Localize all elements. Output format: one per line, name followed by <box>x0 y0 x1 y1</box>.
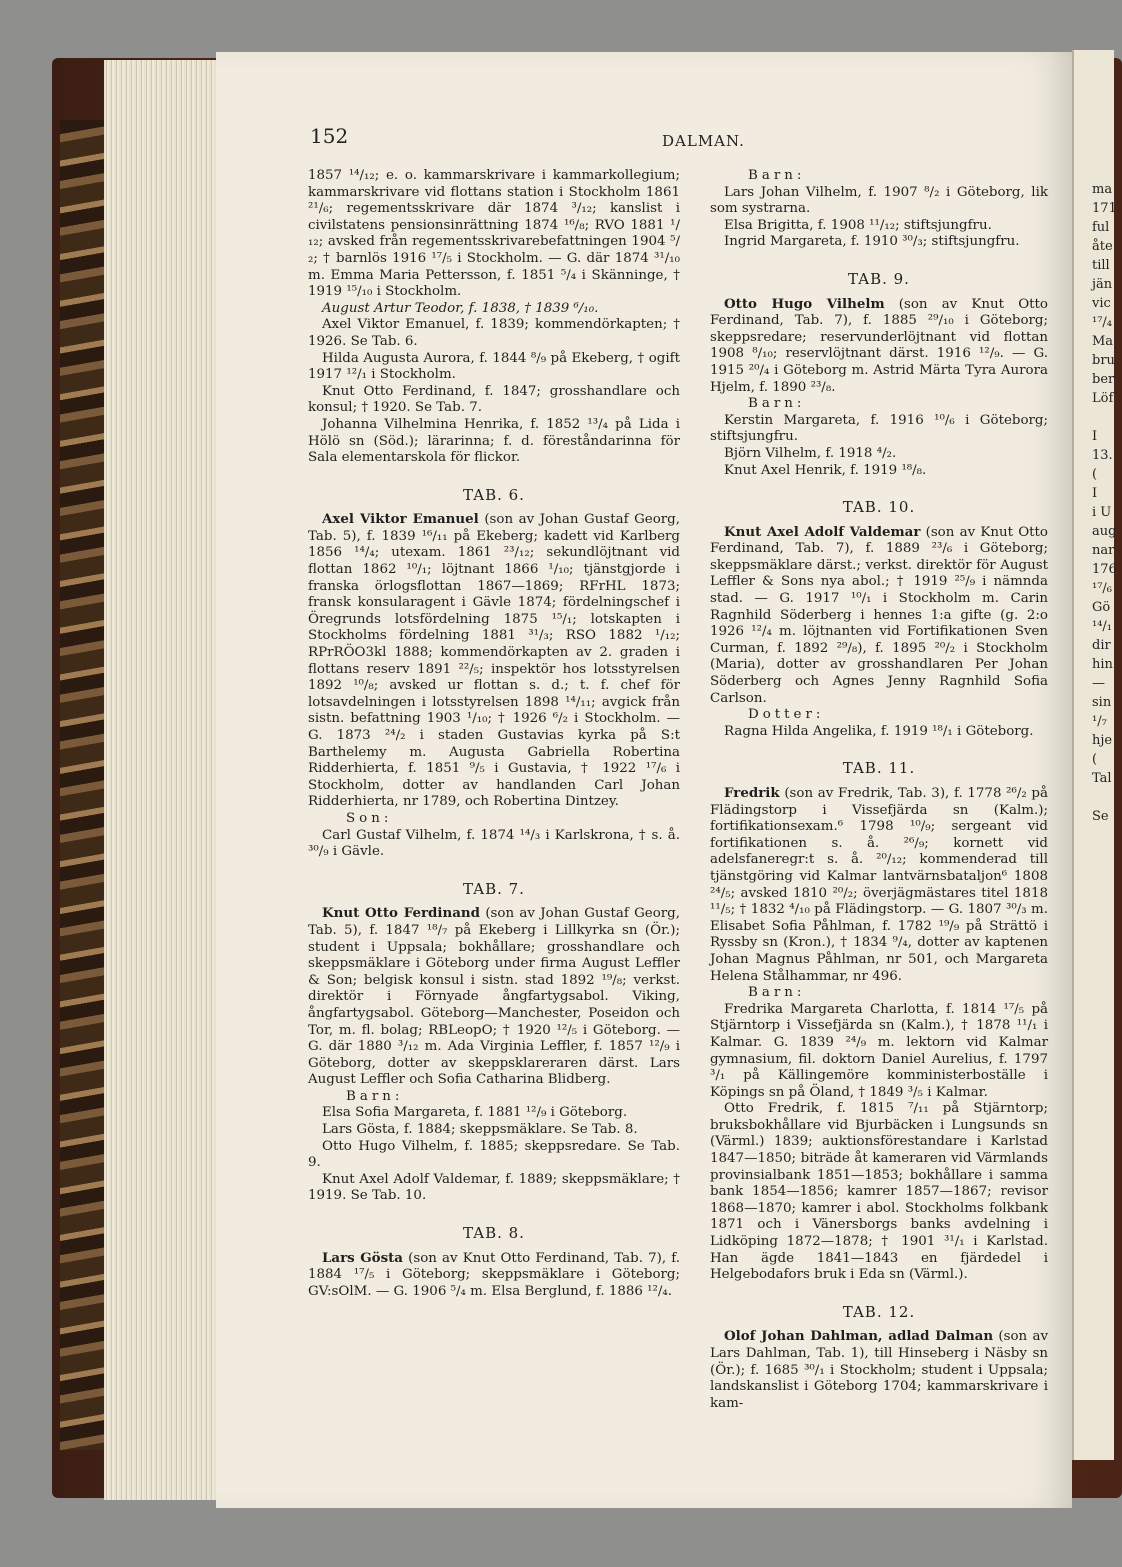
page-edges <box>104 60 218 1500</box>
page-number: 152 <box>310 124 349 148</box>
edge-fragment <box>1074 408 1114 427</box>
table-heading: TAB. 11. <box>842 759 916 778</box>
edge-fragment: nar <box>1092 543 1115 558</box>
child-entry: Elsa Brigitta, f. 1908 ¹¹/₁₂; stiftsjungfru. <box>724 217 992 233</box>
edge-fragment: I <box>1092 486 1098 501</box>
edge-fragment: ful <box>1092 220 1110 235</box>
person-name: Knut Axel Adolf Valdemar <box>724 523 921 540</box>
child-entry: Knut Axel Henrik, f. 1919 ¹⁸/₈. <box>724 462 927 478</box>
running-head: DALMAN. <box>662 132 745 150</box>
edge-fragment: ber <box>1092 372 1115 387</box>
child-entry: Elsa Sofia Margareta, f. 1881 ¹²/₉ i Göteborg. <box>322 1105 628 1121</box>
child-entry: Fredrika Margareta Charlotta, f. 1814 ¹⁷/₅ på Stjärntorp i Vissefjärda sn (Kalm.), † 1878 ¹¹/₁ i Kalmar. G. 1839 ²⁴/₉ m. lektorn vid Kalmar gymnasium, fil. doktorn Daniel Aurelius, f. 1797 ³/₁ på Källingemöre komministerboställe i Köpings sn på Öland, † 1849 ³/₅ i Kalmar. <box>710 1001 1048 1100</box>
edge-fragment: ma <box>1092 182 1113 197</box>
child-entry: Björn Vilhelm, f. 1918 ⁴/₂. <box>724 445 897 461</box>
entry-text: (son av Knut Otto Ferdinand, Tab. 7), f. 1884 ¹⁷/₅ i Göteborg; skeppsmäklare i Göteborg; GV:sOlM. — G. 1906 ⁵/₄ m. Elsa Berglund, f. 1886 ¹²/₄. <box>308 1250 680 1299</box>
edge-fragment: hje <box>1092 733 1113 748</box>
edge-fragment <box>1074 788 1114 807</box>
entry-text: (son av Johan Gustaf Georg, Tab. 5), f. 1847 ¹⁸/₇ på Ekeberg i Lillkyrka sn (Ör.); student i Uppsala; bokhållare; grosshandlare och skeppsmäklare i Göteborg under firma August Leffler & Son; belgisk konsul i sistn. stad 1892 ¹⁹/₈; verkst. direktör i Förnyade ångfartygsabol. Viking, ångfartygsabol. Göteborg—Manchester, Poseidon och Tor, m. fl. bolag; RBLeopO; † 1920 ¹²/₅ i Göteborg. — G. där 1880 ³/₁₂ m. Ada Virginia Leffler, f. 1857 ¹²/₉ i Göteborg, dotter av skeppsklareraren därst. Lars August Leffler och Sofia Catharina Blidberg. <box>308 906 680 1088</box>
child-entry: Ragna Hilda Angelika, f. 1919 ¹⁸/₁ i Göteborg. <box>724 723 1034 739</box>
edge-fragment: Löf <box>1092 391 1114 406</box>
section-label: Barn: <box>748 168 806 183</box>
edge-fragment: ( <box>1092 467 1098 482</box>
right-column <box>710 168 1048 1412</box>
edge-fragment: Ma <box>1092 334 1114 349</box>
adjacent-page-edge <box>1072 50 1117 1460</box>
child-entry: August Artur Teodor, f. 1838, † 1839 ⁶/₁₀. <box>322 300 599 316</box>
entry-text: (son av Knut Otto Ferdinand, Tab. 7), f. 1889 ²³/₆ i Göteborg; skeppsmäklare därst.; verkst. direktör för August Leffler & Sons nya abol.; † 1919 ²⁵/₉ i nämnda stad. — G. 1917 ¹⁰/₁ i Stockholm m. Carin Ragnhild Söderberg i hennes 1:a gifte (g. 2:o 1926 ¹²/₄ m. löjtnanten vid Fortifikationen Sven Curman, f. 1892 ²⁹/₈), f. 1895 ²⁰/₂ i Stockholm (Maria), dotter av grosshandlaren Per Johan Söderberg och Agnes Jenny Ragnhild Sofia Carlson. <box>710 524 1048 706</box>
section-label: Barn: <box>346 1088 404 1104</box>
edge-fragment: sin <box>1092 695 1112 710</box>
edge-fragment: Gö <box>1092 600 1111 615</box>
edge-fragment: ( <box>1092 752 1098 767</box>
edge-fragment: Tal <box>1092 771 1112 786</box>
child-entry: Knut Otto Ferdinand, f. 1847; grosshandlare och konsul; † 1920. Se Tab. 7. <box>308 383 680 416</box>
edge-fragment: 176 <box>1092 562 1117 577</box>
section-label: Barn: <box>748 985 806 1001</box>
child-entry: Lars Johan Vilhelm, f. 1907 ⁸/₂ i Göteborg, lik som systrarna. <box>710 184 1048 217</box>
table-heading: TAB. 10. <box>842 498 916 517</box>
child-entry: Otto Hugo Vilhelm, f. 1885; skeppsredare. Se Tab. 9. <box>308 1138 680 1171</box>
person-name: Knut Otto Ferdinand <box>322 905 481 922</box>
person-name: Olof Johan Dahlman, adlad Dalman <box>724 1328 994 1345</box>
child-entry: Carl Gustaf Vilhelm, f. 1874 ¹⁴/₃ i Karlskrona, † s. å. ³⁰/₉ i Gävle. <box>308 827 680 860</box>
child-entry: Lars Gösta, f. 1884; skeppsmäklare. Se Tab. 8. <box>322 1122 638 1138</box>
child-entry: Hilda Augusta Aurora, f. 1844 ⁸/₉ på Ekeberg, † ogift 1917 ¹²/₁ i Stockholm. <box>308 350 680 383</box>
table-heading: TAB. 8. <box>463 1224 525 1243</box>
child-entry: Johanna Vilhelmina Henrika, f. 1852 ¹³/₄ på Lida i Hölö sn (Söd.); lärarinna; f. d. föreståndarinna för Sala elementarskola för flickor. <box>308 416 680 466</box>
edge-fragment: ¹/₇ <box>1092 714 1107 729</box>
entry-text: (son av Knut Otto Ferdinand, Tab. 7), f. 1885 ²⁹/₁₀ i Göteborg; skeppsredare; reservunderlöjtnant vid flottan 1908 ⁸/₁₀; reservlöjtnant därst. 1916 ¹²/₉. — G. 1915 ²⁰/₄ i Göteborg m. Astrid Märta Tyra Aurora Hjelm, f. 1890 ²³/₈. <box>710 296 1048 395</box>
table-heading: TAB. 6. <box>463 485 525 504</box>
child-entry: Otto Fredrik, f. 1815 ⁷/₁₁ på Stjärntorp; bruksbokhållare vid Bjurbäcken i Lungsunds sn (Värml.) 1839; auktionsförestandare i Karlstad 1847—1850; biträde åt kameraren vid Värmlands provinsialbank 1851—1853; bokhållare i samma bank 1854—1856; kamrer 1857—1867; revisor 1868—1870; kamrer i abol. Stockholms folkbank 1871 och i Vänersborgs banks avdelning i Lidköping 1872—1878; † 1901 ³¹/₁ i Karlstad. Han ägde 1841—1843 en fjärdedel i Helgebodafors bruk i Eda sn (Värml.). <box>710 1101 1048 1283</box>
edge-fragment: — <box>1092 676 1105 691</box>
child-entry: Ingrid Margareta, f. 1910 ³⁰/₃; stiftsjungfru. <box>724 234 1020 250</box>
left-column <box>308 168 680 1300</box>
edge-fragment: jän <box>1092 277 1113 292</box>
table-heading: TAB. 12. <box>842 1302 916 1321</box>
edge-fragment: ¹⁷/₆ <box>1092 581 1113 596</box>
edge-fragment: aug <box>1092 524 1117 539</box>
child-entry: Axel Viktor Emanuel, f. 1839; kommendörkapten; † 1926. Se Tab. 6. <box>308 317 680 349</box>
paragraph: 1857 ¹⁴/₁₂; e. o. kammarskrivare i kammarkollegium; kammarskrivare vid flottans station i Stockholm 1861 ²¹/₆; regementsskrivare där 1874 ³/₁₂; kanslist i civilstatens pensionsinrättning 1874 ¹⁶/₈; RVO 1881 ¹/₁₂; avsked från regementsskrivarebefattningen 1904 ⁵/₂; † barnlös 1916 ¹⁷/₅ i Stockholm. — G. där 1874 ³¹/₁₀ m. Emma Maria Pettersson, f. 1851 ⁵/₄ i Skänninge, † 1919 ¹⁵/₁₀ i Stockholm. <box>308 168 680 300</box>
child-entry: Knut Axel Adolf Valdemar, f. 1889; skeppsmäklare; † 1919. Se Tab. 10. <box>308 1171 680 1204</box>
edge-fragment: 171 <box>1092 201 1117 216</box>
edge-fragment: dir <box>1092 638 1111 653</box>
person-name: Otto Hugo Vilhelm <box>724 295 885 312</box>
edge-fragment: vic <box>1092 296 1111 311</box>
edge-fragment: till <box>1092 258 1110 273</box>
person-name: Fredrik <box>724 785 780 801</box>
section-label: Barn: <box>748 396 806 412</box>
entry-text: (son av Lars Dahlman, Tab. 1), till Hinseberg i Näsby sn (Ör.); f. 1685 ³⁰/₁ i Stockholm; student i Uppsala; landskanslist i Göteborg 1704; kammarskrivare i kam- <box>710 1329 1049 1411</box>
edge-fragment: 13. <box>1092 448 1113 463</box>
entry-text: (son av Fredrik, Tab. 3), f. 1778 ²⁶/₂ på Flädingstorp i Vissefjärda sn (Kalm.); fortifikationsexam.⁶ 1798 ¹⁰/₉; sergeant vid fortifikationen s. å. ²⁶/₉; kornett vid adelsfaneregr:t s. å. ²⁰/₁₂; kommenderad till tjänstgöring vid Kalmar lantvärnsbataljon⁶ 1808 ²⁴/₅; avsked 1810 ²⁰/₂; överjägmästares titel 1818 ¹¹/₅; † 1832 ⁴/₁₀ på Flädingstorp. — G. 1807 ³⁰/₃ m. Elisabet Sofia Påhlman, f. 1782 ¹⁹/₉ på Strättö i Ryssby sn (Kron.), † 1834 ⁹/₄, dotter av kaptenen Johan Magnus Påhlman, nr 501, och Margareta Helena Stålhammar, nr 496. <box>710 786 1048 984</box>
edge-fragment: åte <box>1092 239 1113 254</box>
edge-fragment: ¹⁷/₄ <box>1092 315 1113 330</box>
edge-fragment: i U <box>1092 505 1112 520</box>
table-heading: TAB. 7. <box>463 879 525 898</box>
section-label: Dotter: <box>748 707 825 723</box>
edge-fragment: hin <box>1092 657 1113 672</box>
person-name: Axel Viktor Emanuel <box>322 511 479 528</box>
edge-fragment: bru <box>1092 353 1115 368</box>
edge-fragment: ¹⁴/₁ <box>1092 619 1113 634</box>
edge-fragment: Se <box>1092 809 1109 824</box>
marbled-spine <box>60 120 104 1450</box>
table-heading: TAB. 9. <box>848 269 910 288</box>
edge-fragment: I <box>1092 429 1098 444</box>
person-name: Lars Gösta <box>322 1249 403 1266</box>
entry-text: (son av Johan Gustaf Georg, Tab. 5), f. 1839 ¹⁶/₁₁ på Ekeberg; kadett vid Karlberg 1856 ¹⁴/₄; utexam. 1861 ²³/₁₂; sekundlöjtnant vid flottan 1862 ¹⁰/₁; löjtnant 1866 ¹/₁₀; tjänstgjorde i franska örlogsflottan 1867—1869; RFrHL 1873; fransk konsularagent i Gävle 1874; fördelningschef i Öregrunds lotsfördelning 1875 ¹⁵/₁; lotskapten i Stockholms fördelning 1881 ³¹/₃; RSO 1882 ¹/₁₂; RPrRÖO3kl 1888; kommendörkapten av 2. graden i flottans reserv 1891 ²²/₅; inspektör hos lotsstyrelsen 1892 ¹⁰/₈; avsked ur flottan s. d.; t. f. chef för lotsavdelningen i lotsstyrelsen 1898 ¹⁴/₁₁; avgick från sistn. befattning 1903 ¹/₁₀; † 1926 ⁶/₂ i Stockholm. — G. 1873 ²⁴/₂ i staden Gustavias kyrka på S:t Barthelemy m. Augusta Gabriella Robertina Ridderhierta, f. 1851 ⁹/₅ i Gustavia, † 1922 ¹⁷/₆ i Stockholm, dotter av handlanden Carl Johan Ridderhierta, nr 1789, och Robertina Dintzey. <box>308 512 681 810</box>
section-label: Son: <box>346 810 393 826</box>
child-entry: Kerstin Margareta, f. 1916 ¹⁰/₆ i Göteborg; stiftsjungfru. <box>710 412 1048 445</box>
